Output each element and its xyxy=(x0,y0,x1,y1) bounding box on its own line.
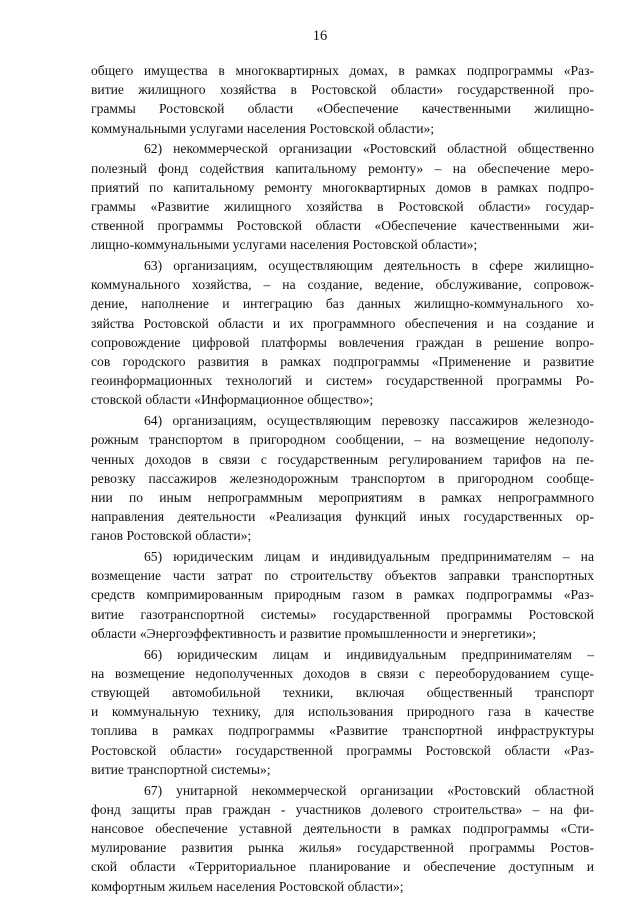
paragraph-line: дение, наполнение и интеграцию баз данных жилищно-коммунального хо- xyxy=(91,296,594,312)
paragraph-line: граммы «Развитие жилищного хозяйства в Ростовской области» государ- xyxy=(91,198,594,214)
paragraph-line: 64) организациям, осуществляющим перевозку пассажиров железнодо- xyxy=(144,413,594,429)
paragraph-line: полезный фонд содействия капитальному ремонту» – на обеспечение меро- xyxy=(91,160,594,176)
paragraph xyxy=(91,547,594,643)
paragraph-line: витие жилищного хозяйства в Ростовской области» государственной про- xyxy=(91,82,594,98)
paragraph-line: комфортным жильем населения Ростовской области»; xyxy=(91,878,404,894)
paragraph-line: зяйства Ростовской области и их программного обеспечения и на создание и xyxy=(91,315,594,331)
paragraph-line: направления деятельности «Реализация функций иных государственных ор- xyxy=(91,509,594,525)
paragraph xyxy=(91,61,594,138)
paragraph-line: нии по иным непрограммным мероприятиям в рамках непрограммного xyxy=(91,489,594,505)
paragraph-line: средств компримированным природным газом в рамках подпрограммы «Раз- xyxy=(91,587,594,603)
paragraph-line: ревозку пассажиров железнодорожным транспортом в пригородном сообще- xyxy=(91,470,594,486)
paragraph-line: коммунального хозяйства, – на создание, ведение, обслуживание, сопровож- xyxy=(91,277,594,293)
paragraph-line: витие транспортной системы»; xyxy=(91,761,271,777)
paragraph-line: области «Энергоэффективность и развитие промышленности и энергетики»; xyxy=(91,625,537,641)
paragraph-line: ствующей автомобильной техники, включая общественный транспорт xyxy=(91,685,594,700)
paragraph xyxy=(91,411,594,545)
paragraph-line: мулирование развития рынка жилья» государственной программы Ростов- xyxy=(91,840,594,856)
paragraph-line: 67) унитарной некоммерческой организации «Ростовский областной xyxy=(144,782,594,798)
paragraph-line: граммы Ростовской области «Обеспечение качественными жилищно- xyxy=(91,101,594,117)
paragraph xyxy=(91,139,594,254)
paragraph-line: 63) организациям, осуществляющим деятельность в сфере жилищно- xyxy=(144,258,594,274)
document-body xyxy=(91,61,594,897)
paragraph-line: ственной программы Ростовской области «Обеспечение качественными жи- xyxy=(91,218,594,234)
paragraph-line: рожным транспортом в пригородном сообщении, – на возмещение недополу- xyxy=(91,432,594,448)
paragraph-line: Ростовской области» государственной программы Ростовской области «Раз- xyxy=(91,742,594,758)
page-number: 16 xyxy=(312,28,328,44)
paragraph-line: фонд защиты прав граждан - участников долевого строительства» – на фи- xyxy=(91,801,594,817)
paragraph-line: возмещение части затрат по строительству объектов заправки транспортных xyxy=(91,568,594,584)
paragraph xyxy=(91,781,594,896)
paragraph-line: 66) юридическим лицам и индивидуальным предпринимателям – xyxy=(144,646,594,662)
paragraph-line: топлива в рамках подпрограммы «Развитие транспортной инфраструктуры xyxy=(91,723,594,739)
paragraph-line: коммунальными услугами населения Ростовской области»; xyxy=(91,120,435,136)
paragraph xyxy=(91,645,594,779)
paragraph xyxy=(91,256,594,410)
paragraph-line: ченных доходов в связи с государственным регулированием тарифов на пе- xyxy=(91,451,594,467)
paragraph-line: на возмещение недополученных доходов в связи с переоборудованием суще- xyxy=(91,665,594,681)
paragraph-line: нансовое обеспечение уставной деятельности в рамках подпрограммы «Сти- xyxy=(91,820,594,836)
paragraph-line: витие газотранспортной системы» государственной программы Ростовской xyxy=(91,606,594,622)
paragraph-line: геоинформационных технологий и систем» государственной программы Ро- xyxy=(91,373,594,389)
paragraph-line: ской области «Территориальное планирование и обеспечение доступным и xyxy=(91,859,594,875)
paragraph-line: 65) юридическим лицам и индивидуальным предпринимателям – на xyxy=(144,549,594,565)
paragraph-line: приятий по капитальному ремонту многоквартирных домов в рамках подпро- xyxy=(91,179,594,195)
paragraph-line: сопровождение цифровой платформы вовлечения граждан в решение вопро- xyxy=(91,334,594,350)
paragraph-line: сов городского развития в рамках подпрограммы «Применение и развитие xyxy=(91,354,594,370)
paragraph-line: 62) некоммерческой организации «Ростовский областной общественно xyxy=(144,141,594,157)
paragraph-line: ганов Ростовской области»; xyxy=(91,528,252,544)
paragraph-line: и коммунальную технику, для использования природного газа в качестве xyxy=(91,704,594,720)
paragraph-line: общего имущества в многоквартирных домах, в рамках подпрограммы «Раз- xyxy=(91,63,594,78)
paragraph-line: лищно-коммунальными услугами населения Ростовской области»; xyxy=(91,237,478,253)
paragraph-line: стовской области «Информационное общество»; xyxy=(91,392,374,408)
